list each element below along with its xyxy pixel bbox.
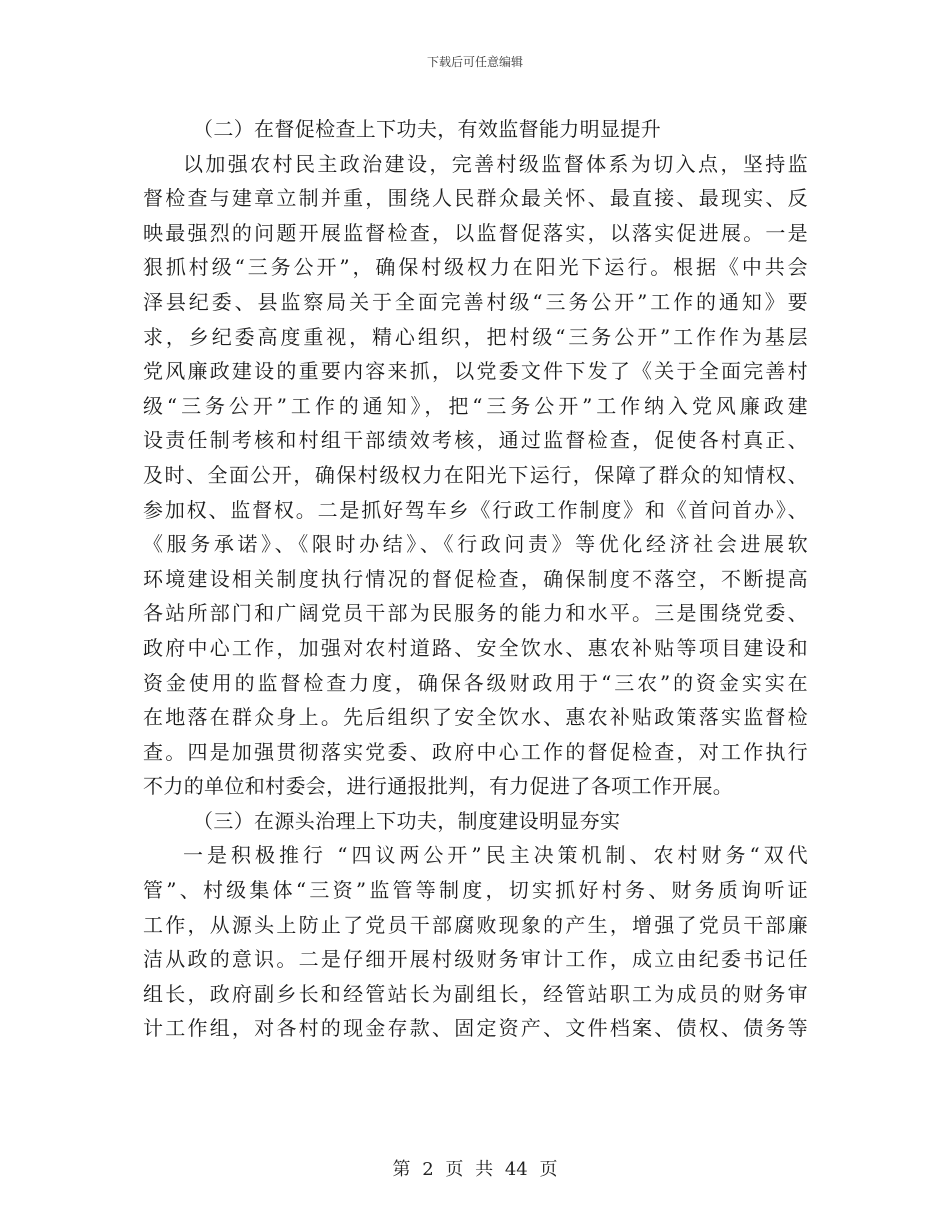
paragraph-line: 环境建设相关制度执行情况的督促检查，确保制度不落空，不断提高 xyxy=(143,566,808,591)
page-number: 第 2 页 共 44 页 xyxy=(392,1159,558,1180)
paragraph-line: 狠抓村级“三务公开”，确保村级权力在阳光下运行。根据《中共会 xyxy=(143,255,808,280)
paragraph-line: 管”、村级集体“三资”监管等制度，切实抓好村务、财务质询听证 xyxy=(143,878,808,903)
paragraph-line: 政府中心工作，加强对农村道路、安全饮水、惠农补贴等项目建设和 xyxy=(143,635,808,660)
document-body xyxy=(143,112,808,1046)
paragraph-line: 查。四是加强贯彻落实党委、政府中心工作的督促检查，对工作执行 xyxy=(143,739,808,764)
header-note: 下载后可任意编辑 xyxy=(426,55,523,69)
section-heading: （三）在源头治理上下功夫，制度建设明显夯实 xyxy=(193,808,621,833)
paragraph-line: 及时、全面公开，确保村级权力在阳光下运行，保障了群众的知情权、 xyxy=(143,462,808,487)
paragraph-line: 《服务承诺》、《限时办结》、《行政问责》等优化经济社会进展软 xyxy=(143,532,808,557)
paragraph-line: 不力的单位和村委会，进行通报批判，有力促进了各项工作开展。 xyxy=(143,774,734,799)
paragraph-line: 映最强烈的问题开展监督检查，以监督促落实，以落实促进展。一是 xyxy=(143,220,808,245)
paragraph-line: 参加权、监督权。二是抓好驾车乡《行政工作制度》和《首问首办》、 xyxy=(143,497,808,522)
paragraph-line: 洁从政的意识。二是仔细开展村级财务审计工作，成立由纪委书记任 xyxy=(143,947,808,972)
section-heading: （二）在督促检查上下功夫，有效监督能力明显提升 xyxy=(193,117,662,141)
paragraph-line: 设责任制考核和村组干部绩效考核，通过监督检查，促使各村真正、 xyxy=(143,428,808,453)
paragraph-line: 党风廉政建设的重要内容来抓，以党委文件下发了《关于全面完善村 xyxy=(143,359,808,384)
paragraph-line: 资金使用的监督检查力度，确保各级财政用于“三农”的资金实实在 xyxy=(143,670,808,695)
paragraph-line: 计工作组，对各村的现金存款、固定资产、文件档案、债权、债务等 xyxy=(143,1016,808,1041)
paragraph-line: 各站所部门和广阔党员干部为民服务的能力和水平。三是围绕党委、 xyxy=(143,601,808,626)
paragraph-line: 级“三务公开”工作的通知》，把“三务公开”工作纳入党风廉政建 xyxy=(143,393,808,418)
paragraph-line: 求，乡纪委高度重视，精心组织，把村级“三务公开”工作作为基层 xyxy=(143,324,808,349)
paragraph-line: 组长，政府副乡长和经管站长为副组长，经管站职工为成员的财务审 xyxy=(143,981,808,1006)
paragraph-line: 工作，从源头上防止了党员干部腐败现象的产生，增强了党员干部廉 xyxy=(143,912,808,937)
paragraph-line: 在地落在群众身上。先后组织了安全饮水、惠农补贴政策落实监督检 xyxy=(143,705,808,730)
paragraph-line: 以加强农村民主政治建设，完善村级监督体系为切入点，坚持监 xyxy=(183,151,808,176)
paragraph-line: 一是积极推行 “四议两公开”民主决策机制、农村财务“双代 xyxy=(183,843,808,868)
paragraph-line: 督检查与建章立制并重，围绕人民群众最关怀、最直接、最现实、反 xyxy=(143,186,808,211)
paragraph-line: 泽县纪委、县监察局关于全面完善村级“三务公开”工作的通知》要 xyxy=(143,289,808,314)
